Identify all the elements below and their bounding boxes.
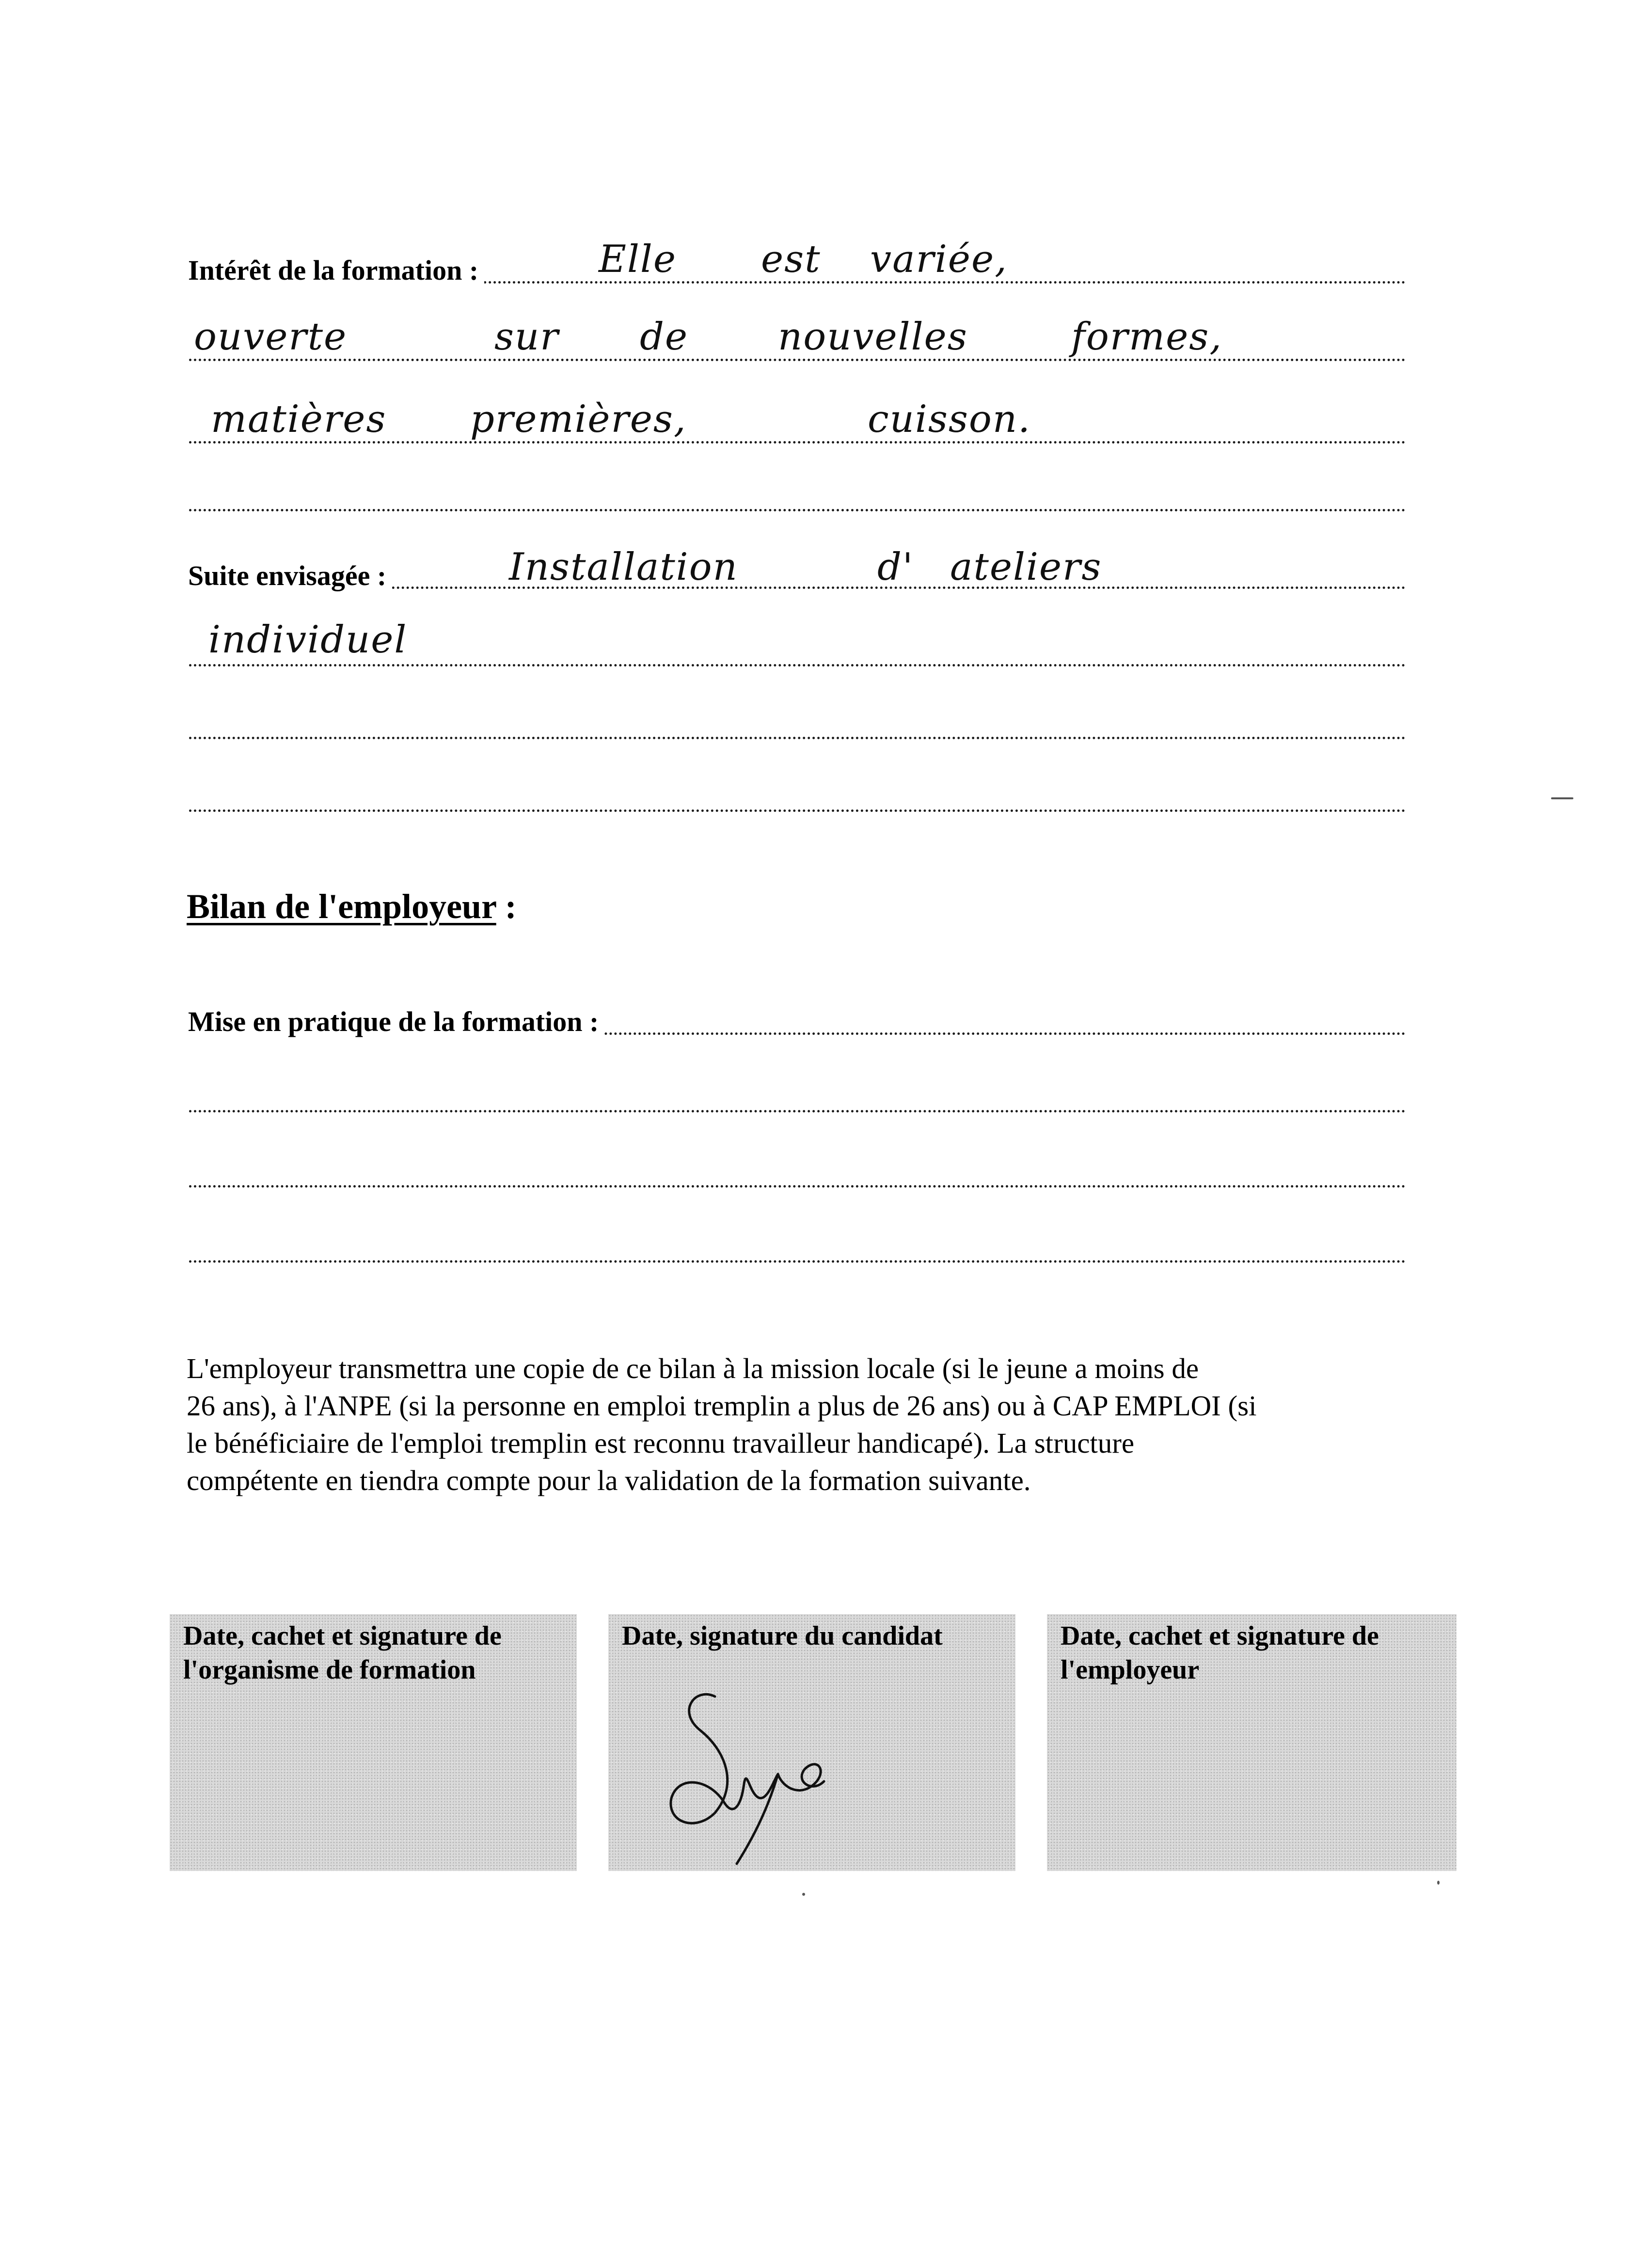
box-title-line: Date, cachet et signature de bbox=[1061, 1621, 1379, 1651]
mise-line-4[interactable] bbox=[189, 1231, 1406, 1263]
signature-box-employeur[interactable] bbox=[1047, 1614, 1457, 1871]
handwritten-word: matières bbox=[211, 397, 387, 441]
handwritten-word: premières, bbox=[470, 397, 687, 441]
employer-section-title-text: Bilan de l'employeur bbox=[187, 887, 496, 926]
handwritten-word: formes, bbox=[1071, 315, 1223, 359]
notice-line: 26 ans), à l'ANPE (si la personne en emploi tremplin a plus de 26 ans) ou à CAP EMPLOI (si bbox=[187, 1390, 1257, 1422]
employer-section-title bbox=[187, 887, 517, 926]
handwritten-word: nouvelles bbox=[778, 315, 968, 359]
notice-paragraph bbox=[187, 1350, 1408, 1499]
handwritten-word: ouverte bbox=[194, 315, 348, 359]
interet-line-4[interactable] bbox=[189, 480, 1406, 511]
handwritten-word: d' bbox=[877, 545, 914, 589]
scan-speck bbox=[802, 1893, 805, 1896]
signature-box-title bbox=[1061, 1619, 1452, 1687]
handwritten-word: est bbox=[761, 238, 821, 281]
signature-box-organisme[interactable] bbox=[170, 1614, 577, 1871]
employer-section-title-colon: : bbox=[496, 887, 517, 926]
handwritten-word: Installation bbox=[509, 545, 738, 589]
handwritten-word: individuel bbox=[208, 618, 408, 662]
box-title-line: Date, cachet et signature de bbox=[183, 1621, 502, 1651]
box-title-line: l'organisme de formation bbox=[183, 1655, 476, 1685]
mise-line-2[interactable] bbox=[189, 1081, 1406, 1112]
handwritten-word: ateliers bbox=[950, 545, 1102, 589]
signature-box-title bbox=[622, 1619, 1011, 1653]
handwritten-word: cuisson. bbox=[868, 397, 1031, 441]
mise-label: Mise en pratique de la formation : bbox=[188, 1007, 604, 1036]
mise-line-3[interactable] bbox=[189, 1156, 1406, 1188]
notice-line: L'employeur transmettra une copie de ce bilan à la mission locale (si le jeune a moins de bbox=[187, 1352, 1199, 1384]
suite-line-3[interactable] bbox=[189, 708, 1406, 739]
handwritten-word: variée, bbox=[870, 238, 1008, 281]
box-title-line: l'employeur bbox=[1061, 1655, 1200, 1685]
scan-speck bbox=[1551, 797, 1573, 799]
suite-label: Suite envisagée : bbox=[188, 561, 392, 590]
box-title-line: Date, signature du candidat bbox=[622, 1621, 943, 1651]
handwritten-word: Elle bbox=[599, 238, 677, 281]
handwritten-word: de bbox=[640, 315, 689, 359]
scan-speck bbox=[1437, 1881, 1440, 1885]
suite-line-4[interactable] bbox=[189, 780, 1406, 812]
signature-box-title bbox=[183, 1619, 572, 1687]
notice-line: compétente en tiendra compte pour la validation de la formation suivante. bbox=[187, 1464, 1031, 1496]
notice-line: le bénéficiaire de l'emploi tremplin est reconnu travailleur handicapé). La structure bbox=[187, 1427, 1135, 1459]
candidate-signature bbox=[657, 1677, 860, 1871]
interet-label: Intérêt de la formation : bbox=[188, 256, 484, 285]
handwritten-word: sur bbox=[494, 315, 559, 359]
